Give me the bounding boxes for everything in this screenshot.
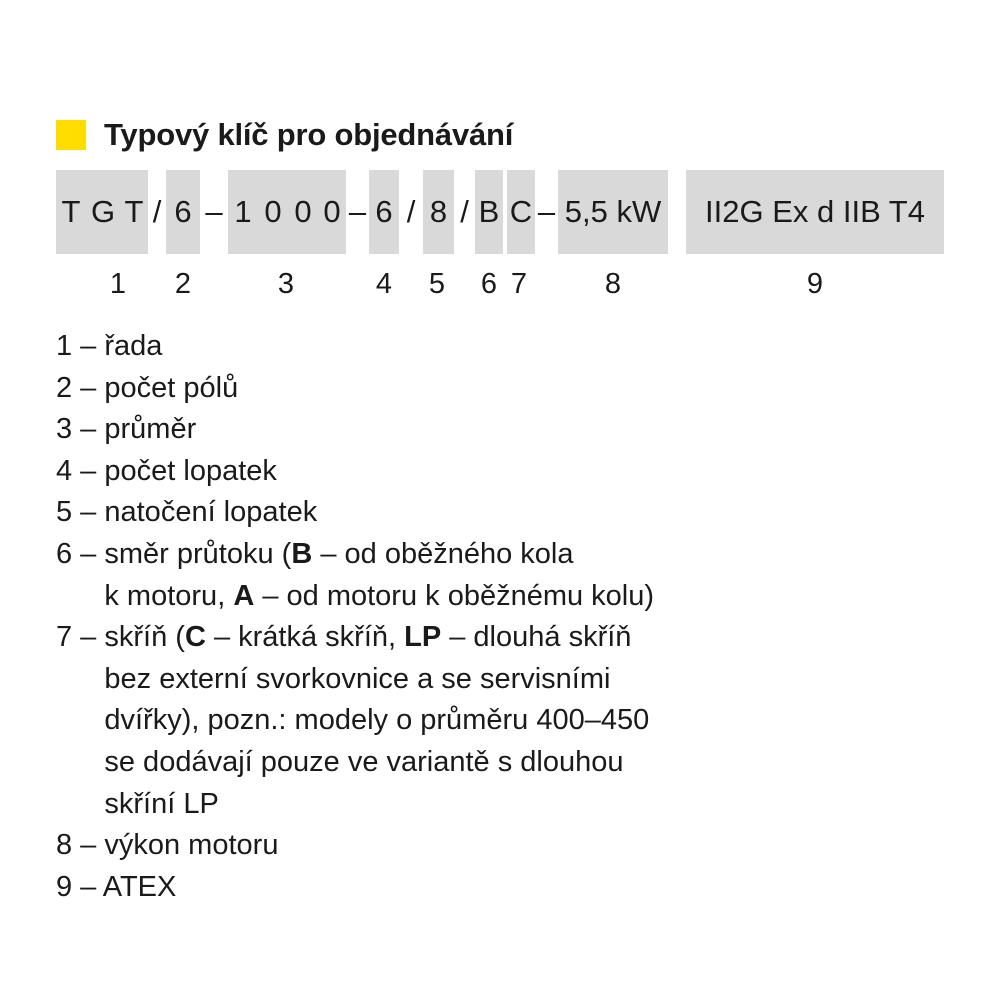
key-char: 0 bbox=[323, 194, 341, 229]
legend-item-power: 8 – výkon motoru bbox=[56, 829, 279, 862]
position-number: 3 bbox=[277, 268, 295, 300]
legend-list bbox=[56, 326, 956, 908]
position-number: 8 bbox=[604, 268, 622, 300]
legend-item-poles: 2 – počet pólů bbox=[56, 371, 239, 404]
key-char: II2G Ex d IIB T4 bbox=[705, 194, 925, 229]
legend-item-series: 1 – řada bbox=[56, 330, 163, 362]
key-char: 6 bbox=[375, 194, 393, 229]
key-char: 0 bbox=[294, 194, 312, 229]
position-number: 2 bbox=[174, 268, 192, 300]
type-key-row bbox=[0, 170, 1000, 254]
key-char: G bbox=[90, 194, 116, 229]
key-char: C bbox=[509, 194, 533, 229]
key-separator: – bbox=[348, 194, 367, 229]
key-char: B bbox=[478, 194, 500, 229]
key-char: 0 bbox=[264, 194, 282, 229]
key-separator: – bbox=[537, 194, 556, 229]
position-number: 5 bbox=[428, 268, 446, 300]
page-title: Typový klíč pro objednávání bbox=[104, 117, 514, 152]
legend-item-direction: 6 – směr průtoku (B – od oběžného kola k motoru, A – od motoru k oběžnému kolu) bbox=[56, 537, 655, 612]
yellow-square-icon bbox=[56, 120, 86, 150]
key-char: T bbox=[124, 194, 144, 229]
legend-item-housing: 7 – skříň (C – krátká skříň, LP – dlouhá skříň bez externí svorkovnice a se servisními dvířky), pozn.: modely o průměru 400–450 se dodávají pouze ve variantě s dlouhou skříní LP bbox=[56, 621, 650, 820]
key-char: 1 bbox=[234, 194, 252, 229]
position-number: 9 bbox=[806, 268, 824, 300]
key-separator: / bbox=[406, 194, 416, 229]
legend-item-angle: 5 – natočení lopatek bbox=[56, 496, 318, 529]
key-char: T bbox=[61, 194, 81, 229]
position-number: 1 bbox=[109, 268, 127, 300]
key-separator: – bbox=[205, 194, 223, 229]
key-char: 5,5 kW bbox=[564, 194, 662, 229]
key-char: 6 bbox=[174, 194, 192, 229]
legend-item-diameter: 3 – průměr bbox=[56, 413, 197, 446]
key-char: 8 bbox=[429, 194, 448, 229]
position-number: 6 bbox=[480, 268, 498, 300]
position-number: 7 bbox=[510, 268, 528, 300]
key-separator: / bbox=[460, 194, 469, 229]
title-row bbox=[56, 114, 513, 156]
key-separator: / bbox=[152, 194, 162, 229]
legend-item-atex: 9 – ATEX bbox=[56, 870, 177, 903]
position-number: 4 bbox=[375, 268, 393, 300]
legend-item-blades: 4 – počet lopatek bbox=[56, 454, 277, 487]
